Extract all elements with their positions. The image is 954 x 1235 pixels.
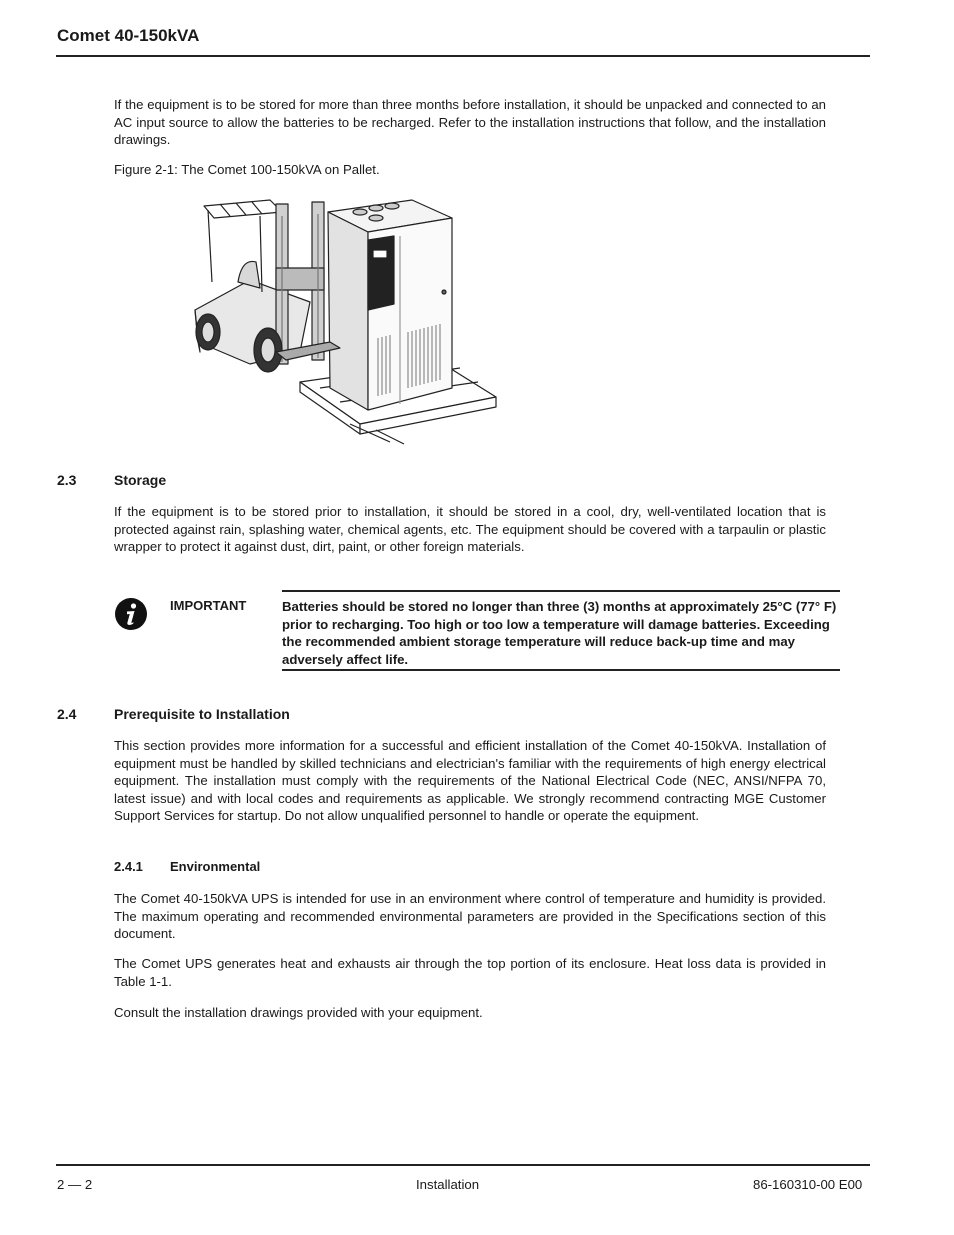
footer-page-number: 2 — 2 — [57, 1177, 93, 1192]
info-icon — [114, 597, 148, 631]
figure-caption: Figure 2-1: The Comet 100-150kVA on Pallet. — [114, 162, 380, 177]
important-top-rule — [282, 590, 840, 592]
subsection-number-environmental: 2.4.1 — [114, 859, 143, 874]
section-number-prereq: 2.4 — [57, 706, 77, 722]
section-title-storage: Storage — [114, 472, 167, 488]
environmental-paragraph-3: Consult the installation drawings provided with your equipment. — [114, 1005, 483, 1020]
intro-paragraph: If the equipment is to be stored for more than three months before installation, it should be unpacked and connected to an AC input source to allow the batteries to be recharged. Refer to the installation instructions that follow, and the installation drawings. — [114, 97, 826, 147]
important-bottom-rule — [282, 669, 840, 671]
important-text: Batteries should be stored no longer than three (3) months at approximately 25°C (77° F) prior to recharging. Too high or too low a temperature will damage batteries. Exceeding the recommended ambient storage temperature will reduce back-up time and may adversely affect life. — [282, 599, 837, 667]
environmental-paragraph-1: The Comet 40-150kVA UPS is intended for use in an environment where control of temperature and humidity is provided. The maximum operating and recommended environmental parameters are provided in the Specifications section of this document. — [114, 891, 826, 941]
important-label: IMPORTANT — [170, 598, 247, 613]
storage-paragraph: If the equipment is to be stored prior to installation, it should be stored in a cool, dry, well-ventilated location that is protected against rain, splashing water, chemical agents, etc. The equipment should be covered with a tarpaulin or plastic wrapper to protect it against dust, dirt, paint, or other foreign materials. — [114, 504, 826, 554]
footer-section: Installation — [416, 1177, 480, 1192]
page-header-title: Comet 40-150kVA — [57, 26, 200, 45]
footer-rule — [56, 1164, 870, 1166]
forklift-ups-illustration — [190, 192, 500, 448]
environmental-paragraph-2: The Comet UPS generates heat and exhausts air through the top portion of its enclosure. Heat loss data is provided in Table 1-1. — [114, 956, 826, 989]
header-rule — [56, 55, 870, 57]
subsection-title-environmental: Environmental — [170, 859, 261, 874]
footer-doc-number: 86-160310-00 E00 — [753, 1177, 863, 1192]
prereq-paragraph: This section provides more information for a successful and efficient installation of the Comet 40-150kVA. Installation of equipment must be handled by skilled technicians and electrician's familiar with the requirements of high energy electrical equipment. The installation must comply with the requirements of the National Electrical Code (NEC, ANSI/NFPA 70, latest issue) and with local codes and requirements as applicable. We strongly recommend contracting MGE Customer Support Services for startup. Do not allow unqualified personnel to handle or operate the equipment. — [114, 738, 826, 823]
section-title-prereq: Prerequisite to Installation — [114, 706, 290, 722]
section-number-storage: 2.3 — [57, 472, 77, 488]
